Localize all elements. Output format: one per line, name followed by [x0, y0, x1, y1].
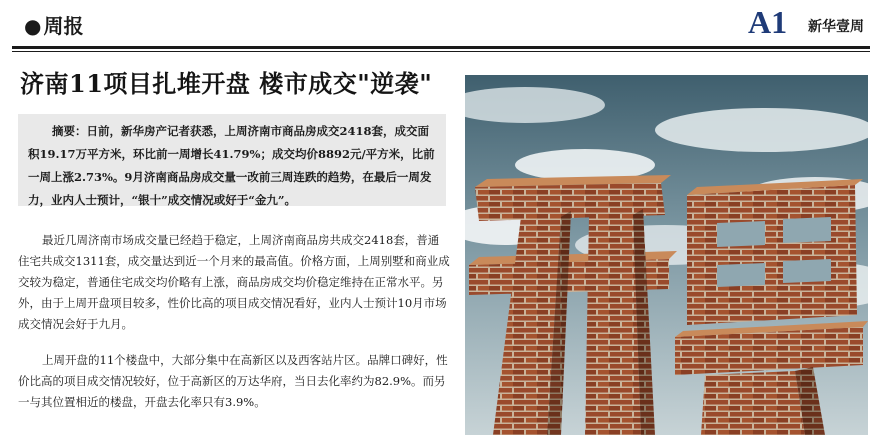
article-photo — [465, 75, 868, 435]
section-tag — [24, 10, 83, 39]
body-paragraph — [18, 230, 450, 335]
body-paragraph — [18, 350, 450, 413]
article-abstract — [18, 114, 446, 206]
paragraph-text: 最近几周济南市场成交量已经趋于稳定，上周济南商品房共成交2418套，普通住宅共成交1311套，成交量达到近一个月来的最高值。价格方面，上周别墅和商业成交较为稳定，普通住宅成交均价略有上涨，商品房成交均价稳定维持在正常水平。另外，由于上周开盘项目较多，性价比高的项目成交情况看好，业内人士预计10月市场成交情况会好于九月。 — [18, 233, 450, 331]
bullet-icon: ● — [24, 14, 42, 38]
abstract-label: 摘要： — [52, 124, 87, 138]
article-headline: 济南11项目扎堆开盘 楼市成交"逆袭" — [20, 69, 433, 98]
paragraph-text: 上周开盘的11个楼盘中，大部分集中在高新区以及西客站片区。品牌口碑好，性价比高的项目成交情况较好，位于高新区的万达华府，当日去化率约为82.9%。而另一与其位置相近的楼盘，开盘去化率只有3.9%。 — [18, 353, 448, 409]
page-number: A1 — [748, 4, 788, 40]
section-label: 周报 — [43, 14, 84, 38]
header-rule — [12, 46, 870, 49]
header-rule-thin — [12, 51, 870, 52]
brick-kaipan-illustration — [465, 75, 868, 435]
page-header — [0, 0, 880, 52]
paper-name: 新华壹周 — [808, 19, 864, 35]
abstract-text: 日前，新华房产记者获悉，上周济南市商品房成交2418套，成交面积19.17万平方米，环比前一周增长41.79%；成交均价8892元/平方米，比前一周上涨2.73%。9月济南商品房成交量一改前三周连跌的趋势，在最后一周发力，业内人士预计，“银十”成交情况或好于“金九”。 — [28, 124, 435, 207]
